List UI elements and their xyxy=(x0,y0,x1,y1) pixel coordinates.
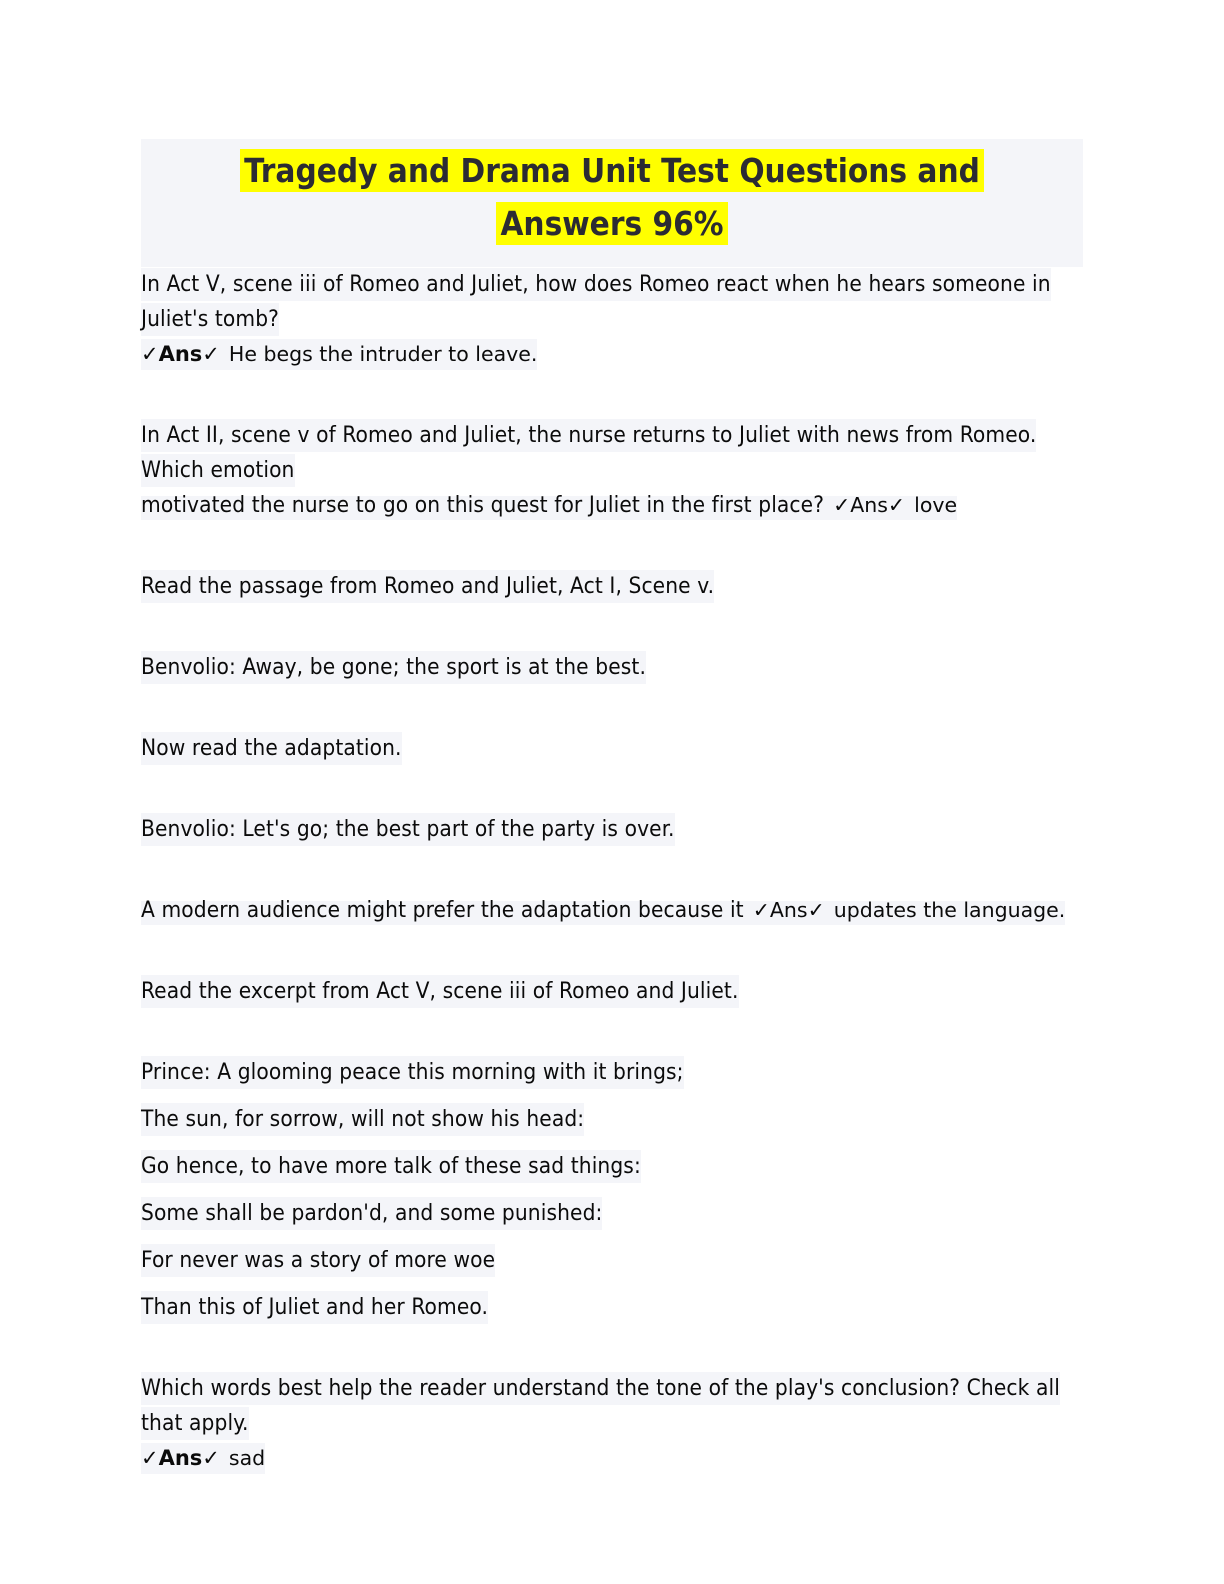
qa-block-q4 xyxy=(141,1372,1083,1477)
verse-text: Some shall be pardon'd, and some punished: xyxy=(141,1197,602,1230)
instruction-text: Read the passage from Romeo and Juliet, Act I, Scene v. xyxy=(141,570,714,603)
qa-block-q3 xyxy=(141,894,1083,929)
question-line xyxy=(141,268,1083,338)
answer-line xyxy=(141,338,1083,373)
verse-text: The sun, for sorrow, will not show his head: xyxy=(141,1103,584,1136)
verse-block-p6 xyxy=(141,1056,1083,1326)
instruction-block-p1 xyxy=(141,570,1083,605)
qa-block-q1 xyxy=(141,268,1083,373)
instruction-text: Read the excerpt from Act V, scene iii of Romeo and Juliet. xyxy=(141,975,739,1008)
statement-answer-run xyxy=(141,897,1066,925)
quote-text: Benvolio: Away, be gone; the sport is at the best. xyxy=(141,651,646,684)
question-line-continued xyxy=(141,489,1083,524)
quote-block-p2 xyxy=(141,651,1083,686)
answer-line xyxy=(141,1442,1083,1477)
question-text: In Act V, scene iii of Romeo and Juliet, how does Romeo react when he hears someone in Juliet's tomb? xyxy=(141,268,1051,336)
answer-value: love xyxy=(914,493,958,517)
answer-marker: ✓Ans✓ xyxy=(833,493,906,517)
title-text-1: Tragedy and Drama Unit Test Questions and xyxy=(240,149,984,192)
question-line xyxy=(141,1372,1083,1442)
quote-line xyxy=(141,813,1083,848)
verse-line xyxy=(141,1103,1083,1138)
answer-marker: ✓Ans✓ xyxy=(141,342,220,366)
title-text-2: Answers 96% xyxy=(496,202,727,245)
quote-line xyxy=(141,651,1083,686)
quote-text: Benvolio: Let's go; the best part of the party is over. xyxy=(141,813,675,846)
answer-value: He begs the intruder to leave. xyxy=(228,342,538,366)
verse-line xyxy=(141,1056,1083,1091)
verse-line xyxy=(141,1244,1083,1279)
instruction-text: Now read the adaptation. xyxy=(141,732,402,765)
verse-line xyxy=(141,1197,1083,1232)
answer-value: sad xyxy=(228,1446,266,1470)
question-text: In Act II, scene v of Romeo and Juliet, the nurse returns to Juliet with news from Romeo. Which emotion xyxy=(141,419,1036,487)
quote-block-p4 xyxy=(141,813,1083,848)
verse-text: Prince: A glooming peace this morning with it brings; xyxy=(141,1056,684,1089)
statement-line xyxy=(141,894,1083,929)
verse-text: For never was a story of more woe xyxy=(141,1244,495,1277)
instruction-line xyxy=(141,570,1083,605)
verse-line xyxy=(141,1150,1083,1185)
statement-text: A modern audience might prefer the adaptation because it xyxy=(141,897,744,923)
answer-marker: ✓Ans✓ xyxy=(752,898,825,922)
question-text-2: motivated the nurse to go on this quest for Juliet in the first place? xyxy=(141,492,825,518)
answer-text xyxy=(141,339,537,370)
qa-block-q2 xyxy=(141,419,1083,524)
instruction-block-p5 xyxy=(141,975,1083,1010)
question-text: Which words best help the reader understand the tone of the play's conclusion? Check all that apply. xyxy=(141,1372,1060,1440)
answer-marker: ✓Ans✓ xyxy=(141,1446,220,1470)
verse-line xyxy=(141,1291,1083,1326)
document-body xyxy=(141,268,1083,1477)
answer-value: updates the language. xyxy=(833,898,1066,922)
verse-text: Than this of Juliet and her Romeo. xyxy=(141,1291,488,1324)
answer-text xyxy=(141,1443,265,1474)
title-line-1 xyxy=(141,148,1083,201)
instruction-line xyxy=(141,975,1083,1010)
question-line xyxy=(141,419,1083,489)
instruction-block-p3 xyxy=(141,732,1083,767)
question-answer-run xyxy=(141,492,958,520)
verse-text: Go hence, to have more talk of these sad things: xyxy=(141,1150,641,1183)
title-line-2 xyxy=(141,201,1083,254)
instruction-line xyxy=(141,732,1083,767)
document-title-band xyxy=(141,139,1083,267)
